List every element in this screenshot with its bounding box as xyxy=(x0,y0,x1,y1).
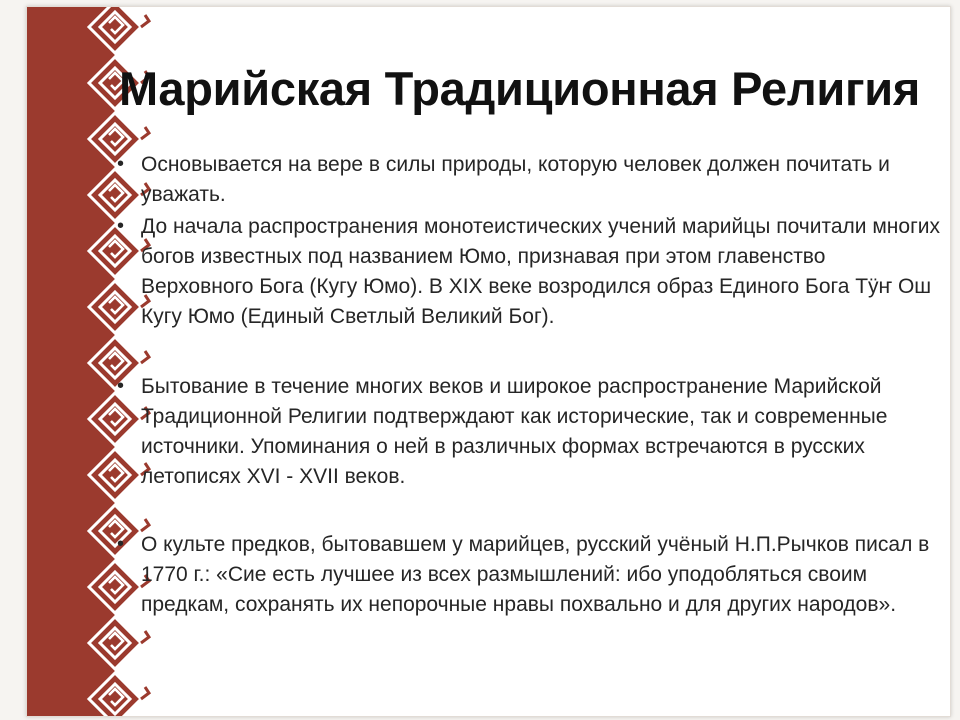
bullet-item-1 xyxy=(117,150,941,210)
bullet-text-3: Бытование в течение многих веков и широкое распространение Марийской Традиционной Религии подтверждают как исторические, так и современные источники. Упоминания о ней в различных формах встречаются в русских летописях XVI - XVII веков. xyxy=(141,375,888,488)
ornament-motif xyxy=(89,617,149,669)
bullet-item-3 xyxy=(117,372,941,492)
ornament-motif xyxy=(89,7,149,53)
bullet-text-4: О культе предков, бытовавшем у марийцев, русский учёный Н.П.Рычков писал в 1770 г.: «Сие есть лучшее из всех размышлений: ибо уподобляться своим предкам, сохранять их непорочные нравы похвально и для других народов». xyxy=(141,533,930,616)
bullet-item-2 xyxy=(117,212,941,332)
bullet-dot-icon: • xyxy=(117,215,125,237)
bullet-dot-icon: • xyxy=(117,375,125,397)
ornament-motif xyxy=(89,281,149,333)
slide-title: Марийская Традиционная Религия xyxy=(119,62,920,115)
bullet-dot-icon: • xyxy=(117,533,125,555)
ornament-motif xyxy=(89,449,149,501)
bullet-text-1: Основывается на вере в силы природы, которую человек должен почитать и уважать. xyxy=(141,153,890,206)
bullet-dot-icon: • xyxy=(117,153,125,175)
bullet-text-2: До начала распространения монотеистических учений марийцы почитали многих богов известных под названием Юмо, признавая при этом главенство Верховного Бога (Кугу Юмо). В XIX веке возродился образ Единого Бога Тӱҥ Ош Кугу Юмо (Единый Светлый Великий Бог). xyxy=(141,215,940,328)
ornament-motif xyxy=(89,673,149,716)
slide-card xyxy=(26,6,951,717)
ornament-motif xyxy=(89,561,149,613)
bullet-item-4 xyxy=(117,530,941,620)
